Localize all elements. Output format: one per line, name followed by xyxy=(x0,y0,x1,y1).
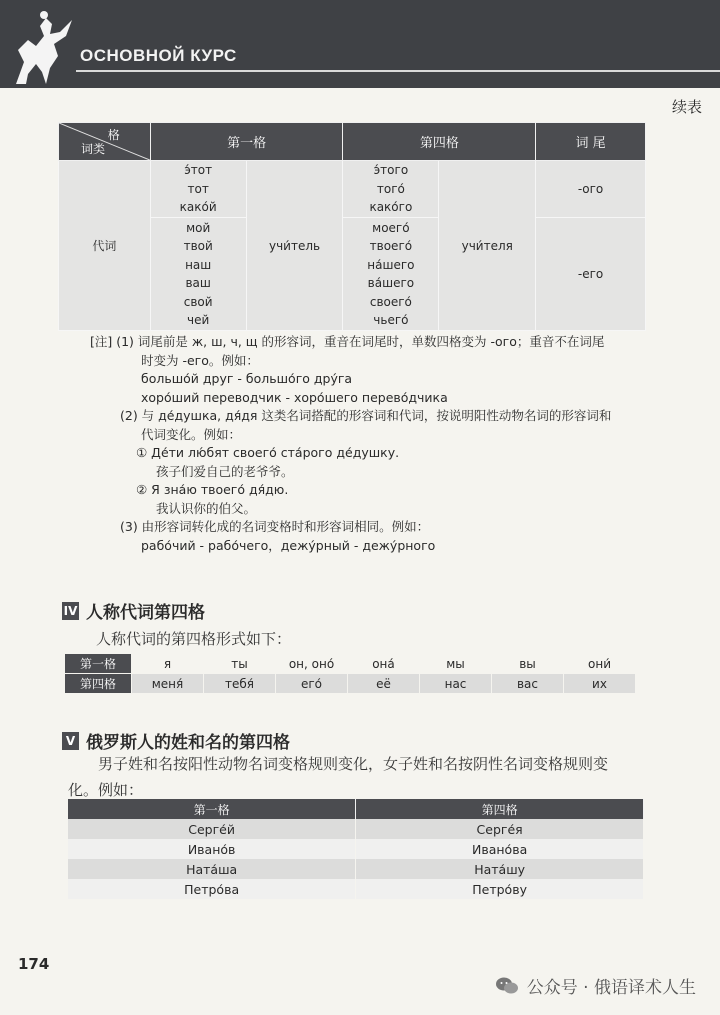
pronoun-nom: она́ xyxy=(348,654,420,674)
row-label-accusative: 第四格 xyxy=(65,674,132,694)
word: ва́шего xyxy=(367,276,415,290)
wechat-icon xyxy=(495,976,519,996)
header-band xyxy=(0,0,720,88)
name-acc: Серге́я xyxy=(356,819,644,839)
section-5-title: 俄罗斯人的姓和名的第四格 xyxy=(86,733,290,753)
word: моего́ xyxy=(372,220,410,235)
nom-words-group-b xyxy=(150,218,246,331)
section-5-text-line1: 男子姓和名按阳性动物名词变格规则变化，女子姓和名按阴性名词变格规则变 xyxy=(98,755,609,773)
note-line: 孩子们爱自己的老爷爷。 xyxy=(156,463,294,479)
word: твоего́ xyxy=(369,239,413,253)
col-header-accusative: 第四格 xyxy=(356,799,644,819)
word: како́й xyxy=(179,200,217,215)
ending-a: -ого xyxy=(536,161,646,218)
col-header-nominative: 第一格 xyxy=(150,123,343,161)
col-header-nominative: 第一格 xyxy=(68,799,356,819)
pronoun-acc: нас xyxy=(420,674,492,694)
section-4-intro: 人称代词的第四格形式如下： xyxy=(96,630,292,648)
note-line: 我认识你的伯父。 xyxy=(156,500,257,516)
pronoun-acc: их xyxy=(564,674,636,694)
table-corner-header xyxy=(59,123,151,161)
word: свой xyxy=(183,294,213,309)
names-declension-table xyxy=(68,799,644,899)
word: того́ xyxy=(376,181,405,196)
col-header-ending: 词 尾 xyxy=(536,123,646,161)
section-4-heading xyxy=(62,598,205,623)
word: на́шего xyxy=(367,257,415,272)
note-line: ② Я зна́ю твоего́ дя́дю. xyxy=(136,482,289,497)
corner-bottom-label: 词类 xyxy=(81,142,106,156)
name-acc: Ивано́ва xyxy=(356,839,644,859)
continued-label: 续表 xyxy=(671,98,702,116)
name-nom: Ивано́в xyxy=(68,839,356,859)
pronoun-nom: вы xyxy=(492,654,564,674)
pronoun-acc: его́ xyxy=(276,674,348,694)
word: како́го xyxy=(369,200,413,215)
pronoun-acc: её xyxy=(348,674,420,694)
header-divider xyxy=(76,70,720,72)
pronoun-nom: ты xyxy=(204,654,276,674)
word: тот xyxy=(187,181,209,196)
name-nom: Ната́ша xyxy=(68,859,356,879)
section-4-title: 人称代词第四格 xyxy=(86,603,205,623)
note-line: 代词变化。例如： xyxy=(141,426,242,442)
note-line: большо́й друг - большо́го дру́га xyxy=(141,371,353,386)
col-header-accusative: 第四格 xyxy=(343,123,536,161)
note-line: (2) 与 де́душка, дя́дя 这类名词搭配的形容词和代词，按说明阳性动物名词的形容词和 xyxy=(120,408,612,423)
word: э́того xyxy=(373,163,409,178)
section-5-text-line2: 化。例如： xyxy=(68,781,144,799)
row-label-pronoun: 代词 xyxy=(59,161,151,331)
word: чей xyxy=(187,313,210,327)
word: наш xyxy=(185,257,212,272)
corner-top-label: 格 xyxy=(107,128,120,142)
section-5-number: V xyxy=(62,732,79,750)
note-line: 时变为 -его。例如： xyxy=(141,352,259,368)
name-nom: Серге́й xyxy=(68,819,356,839)
note-line: ① Де́ти лю́бят своего́ ста́рого де́душку. xyxy=(136,445,400,460)
note-line: (3) 由形容词转化成的名词变格时和形容词相同。例如： xyxy=(120,519,430,534)
pronoun-nom: мы xyxy=(420,654,492,674)
note-line: [注] (1) 词尾前是 ж, ш, ч, щ 的形容词，重音在词尾时，单数四格变为 -ого；重音不在词尾 xyxy=(90,334,605,349)
section-5-heading xyxy=(62,728,290,753)
pronoun-nom: они́ xyxy=(564,654,636,674)
name-nom: Петро́ва xyxy=(68,879,356,899)
watermark-text: 公众号 · 俄语译术人生 xyxy=(526,978,696,998)
acc-words-group-a xyxy=(343,161,439,218)
word: ваш xyxy=(185,276,211,290)
word: э́тот xyxy=(184,163,213,178)
pronoun-acc: вас xyxy=(492,674,564,694)
nom-noun: учи́тель xyxy=(246,161,343,331)
note-line: рабо́чий - рабо́чего，дежу́рный - дежу́рного xyxy=(141,537,436,553)
note-line: хоро́ший переводчик - хоро́шего перево́дчика xyxy=(141,389,448,405)
course-title: ОСНОВНОЙ КУРС xyxy=(80,46,237,65)
horse-rider-logo xyxy=(6,6,82,86)
acc-words-group-b xyxy=(343,218,439,331)
word: мой xyxy=(186,220,211,235)
notes-block xyxy=(90,333,650,555)
personal-pronoun-table xyxy=(64,653,636,694)
ending-b: -его xyxy=(536,218,646,331)
section-4-number: IV xyxy=(63,603,78,618)
pronoun-declension-table xyxy=(58,122,646,331)
word: своего́ xyxy=(369,294,412,309)
watermark xyxy=(495,973,696,998)
name-acc: Ната́шу xyxy=(356,859,644,879)
pronoun-nom: я xyxy=(132,654,204,674)
pronoun-nom: он, оно́ xyxy=(276,654,348,674)
nom-words-group-a xyxy=(150,161,246,218)
name-acc: Петро́ву xyxy=(356,879,644,899)
page-number: 174 xyxy=(18,955,50,973)
pronoun-acc: меня́ xyxy=(132,674,204,694)
row-label-nominative: 第一格 xyxy=(65,654,132,674)
acc-noun: учи́теля xyxy=(439,161,536,331)
word: твой xyxy=(183,239,213,253)
pronoun-acc: тебя́ xyxy=(204,674,276,694)
word: чьего́ xyxy=(373,313,409,327)
